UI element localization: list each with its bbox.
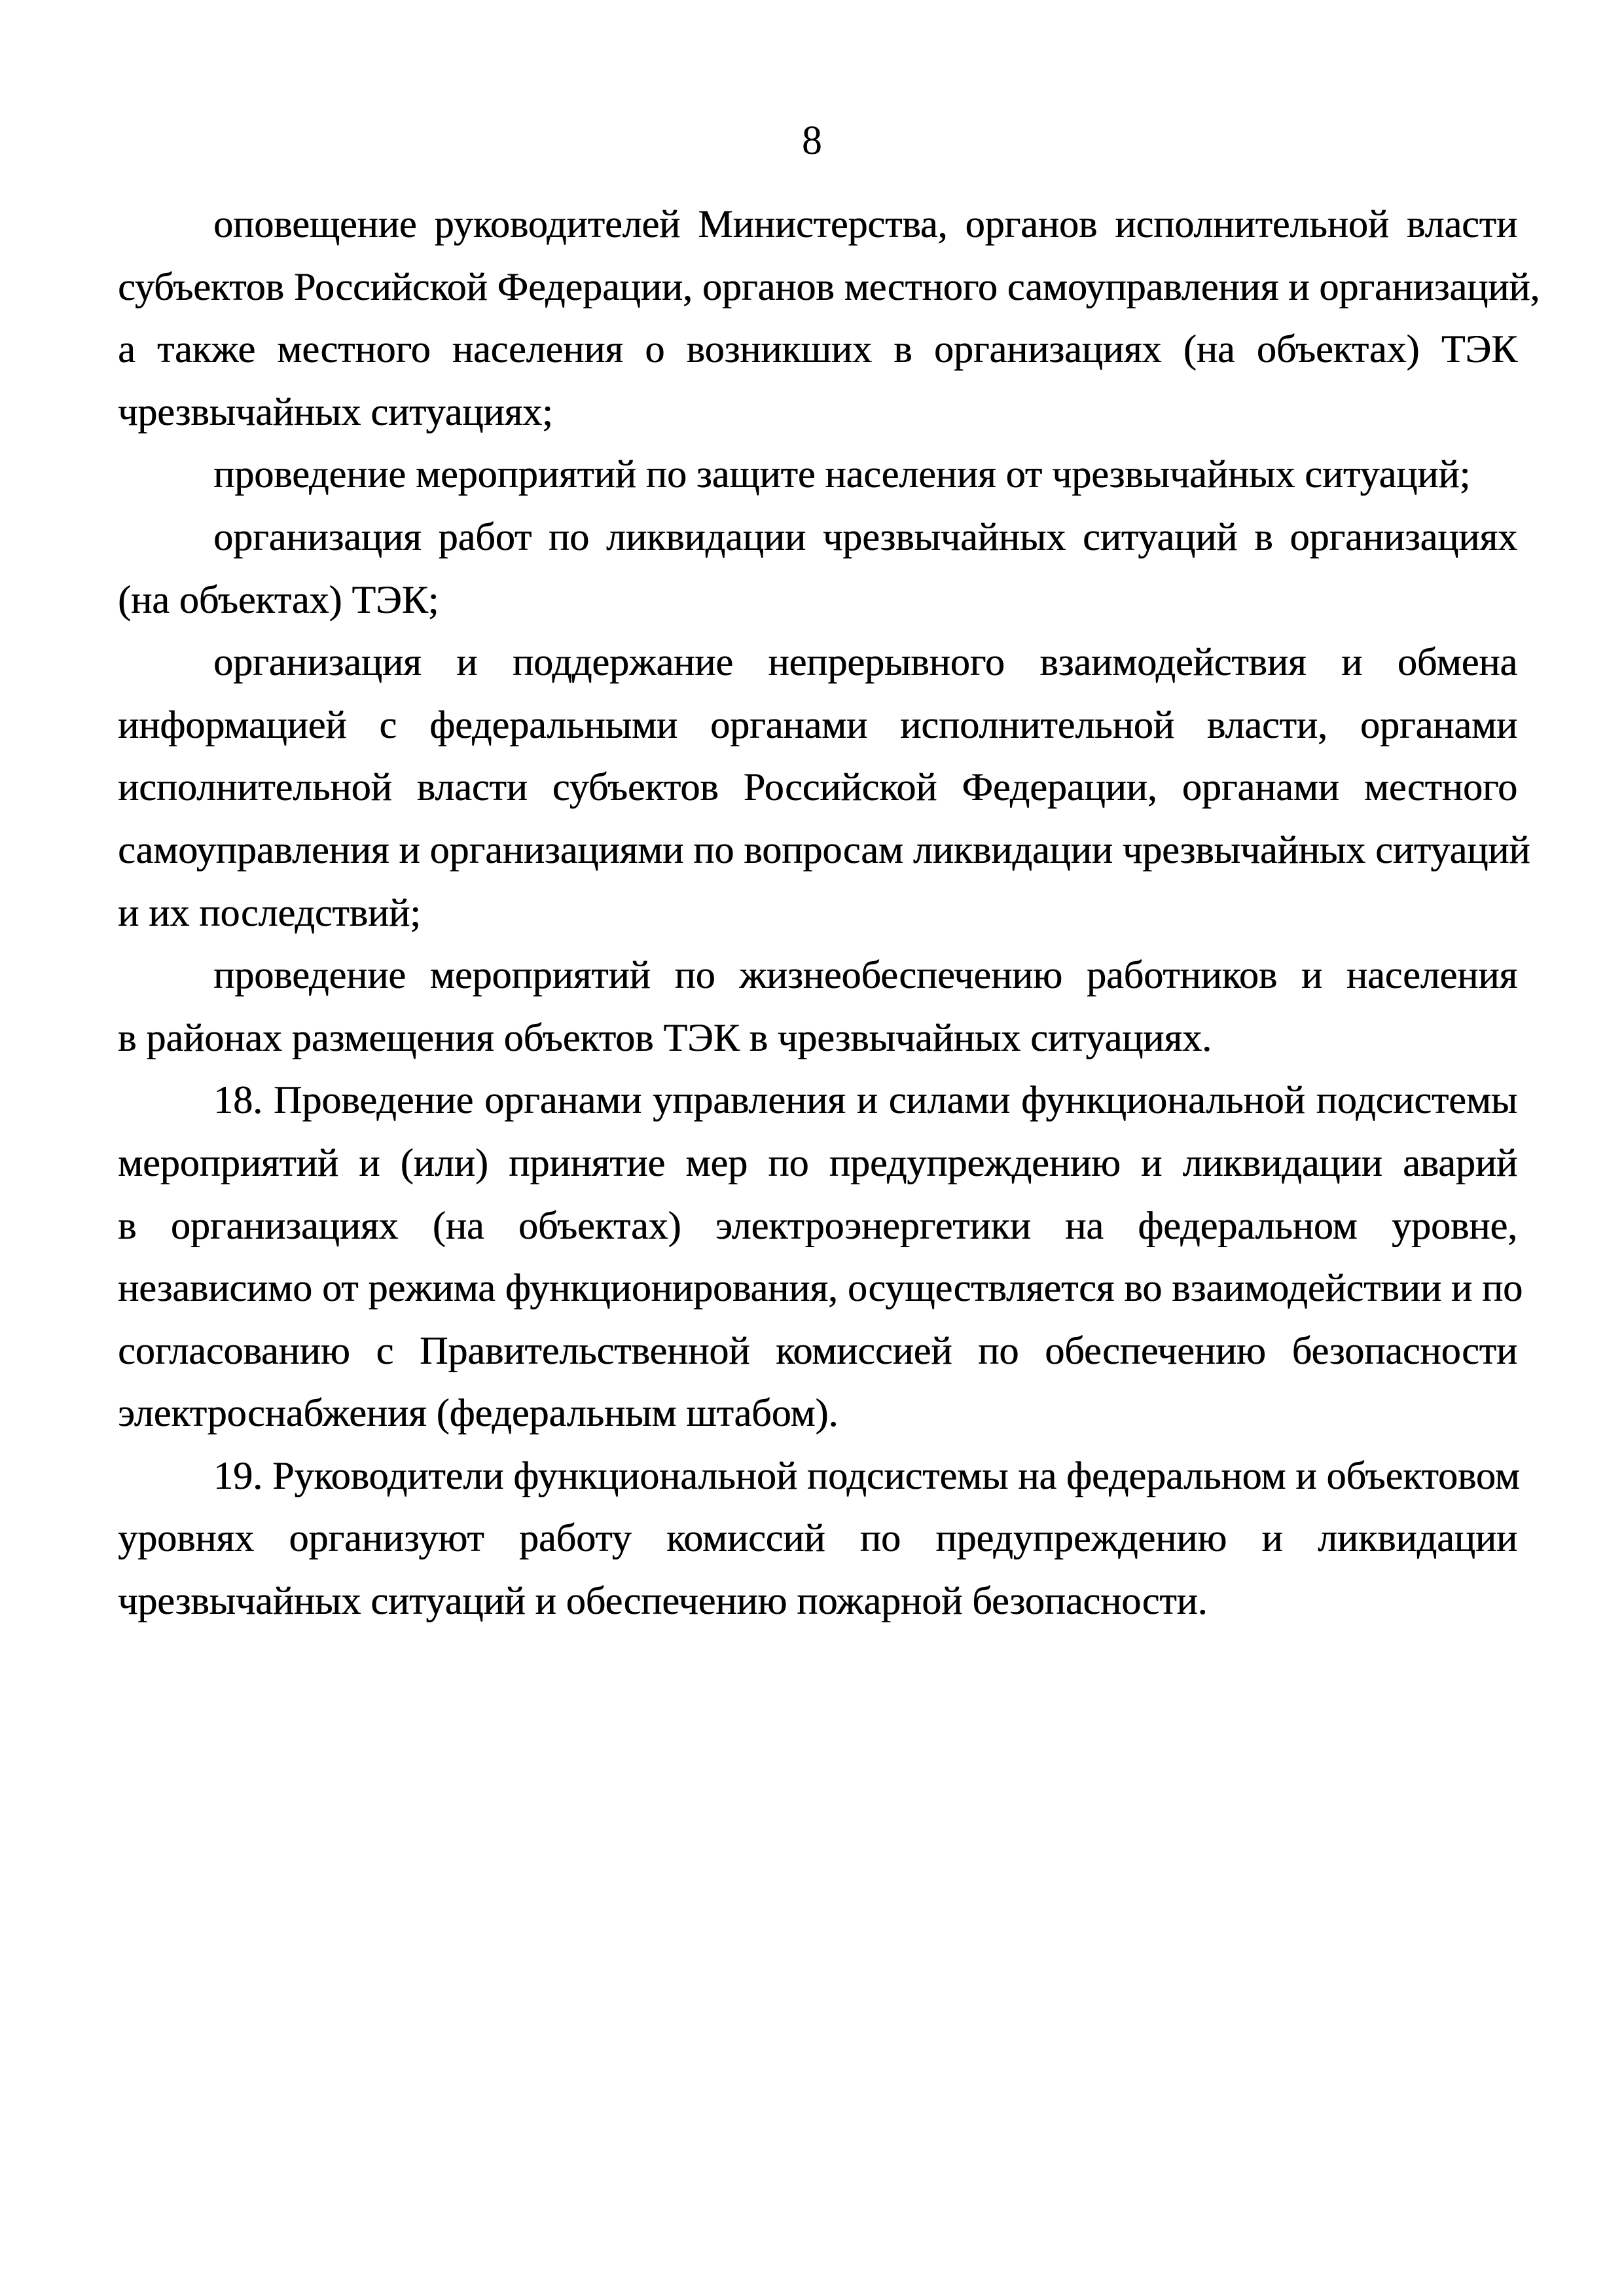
paragraph: [118, 509, 1517, 634]
paragraph: [118, 196, 1540, 446]
text-line: субъектов Российской Федерации, органов местного самоуправления и организаций,: [118, 264, 1540, 308]
text-line: чрезвычайных ситуациях;: [118, 390, 553, 433]
text-line: проведение мероприятий по жизнеобеспечению работников и населения: [213, 953, 1517, 997]
text-line: информацией с федеральными органами исполнительной власти, органами: [118, 702, 1517, 746]
document-body: [118, 196, 1540, 1636]
paragraph: [118, 634, 1530, 947]
page-number: 8: [802, 118, 822, 163]
paragraph: [118, 947, 1517, 1072]
text-line: проведение мероприятий по защите населения от чрезвычайных ситуаций;: [213, 452, 1471, 496]
text-line: организация работ по ликвидации чрезвычайных ситуаций в организациях: [213, 515, 1517, 558]
paragraph: [118, 1448, 1520, 1636]
text-line: оповещение руководителей Министерства, органов исполнительной власти: [213, 202, 1517, 246]
text-line: и их последствий;: [118, 890, 421, 934]
text-line: а также местного населения о возникших в организациях (на объектах) ТЭК: [118, 327, 1517, 371]
text-line: организация и поддержание непрерывного взаимодействия и обмена: [213, 640, 1517, 684]
text-line: независимо от режима функционирования, осуществляется во взаимодействии и по: [118, 1266, 1523, 1310]
text-line: согласованию с Правительственной комиссией по обеспечению безопасности: [118, 1328, 1517, 1372]
text-line: 19. Руководители функциональной подсистемы на федеральном и объектовом: [213, 1453, 1520, 1497]
text-line: электроснабжения (федеральным штабом).: [118, 1391, 839, 1435]
text-line: (на объектах) ТЭК;: [118, 577, 439, 621]
text-line: уровнях организуют работу комиссий по предупреждению и ликвидации: [118, 1516, 1517, 1560]
paragraph: [118, 446, 1517, 509]
text-line: самоуправления и организациями по вопросам ликвидации чрезвычайных ситуаций: [118, 828, 1530, 871]
paragraph: [118, 1072, 1523, 1448]
text-line: чрезвычайных ситуаций и обеспечению пожарной безопасности.: [118, 1579, 1208, 1623]
text-line: в организациях (на объектах) электроэнергетики на федеральном уровне,: [118, 1203, 1517, 1247]
text-line: мероприятий и (или) принятие мер по предупреждению и ликвидации аварий: [118, 1140, 1517, 1184]
text-line: в районах размещения объектов ТЭК в чрезвычайных ситуациях.: [118, 1015, 1212, 1059]
text-line: исполнительной власти субъектов Российской Федерации, органами местного: [118, 765, 1517, 809]
text-line: 18. Проведение органами управления и силами функциональной подсистемы: [213, 1078, 1517, 1122]
